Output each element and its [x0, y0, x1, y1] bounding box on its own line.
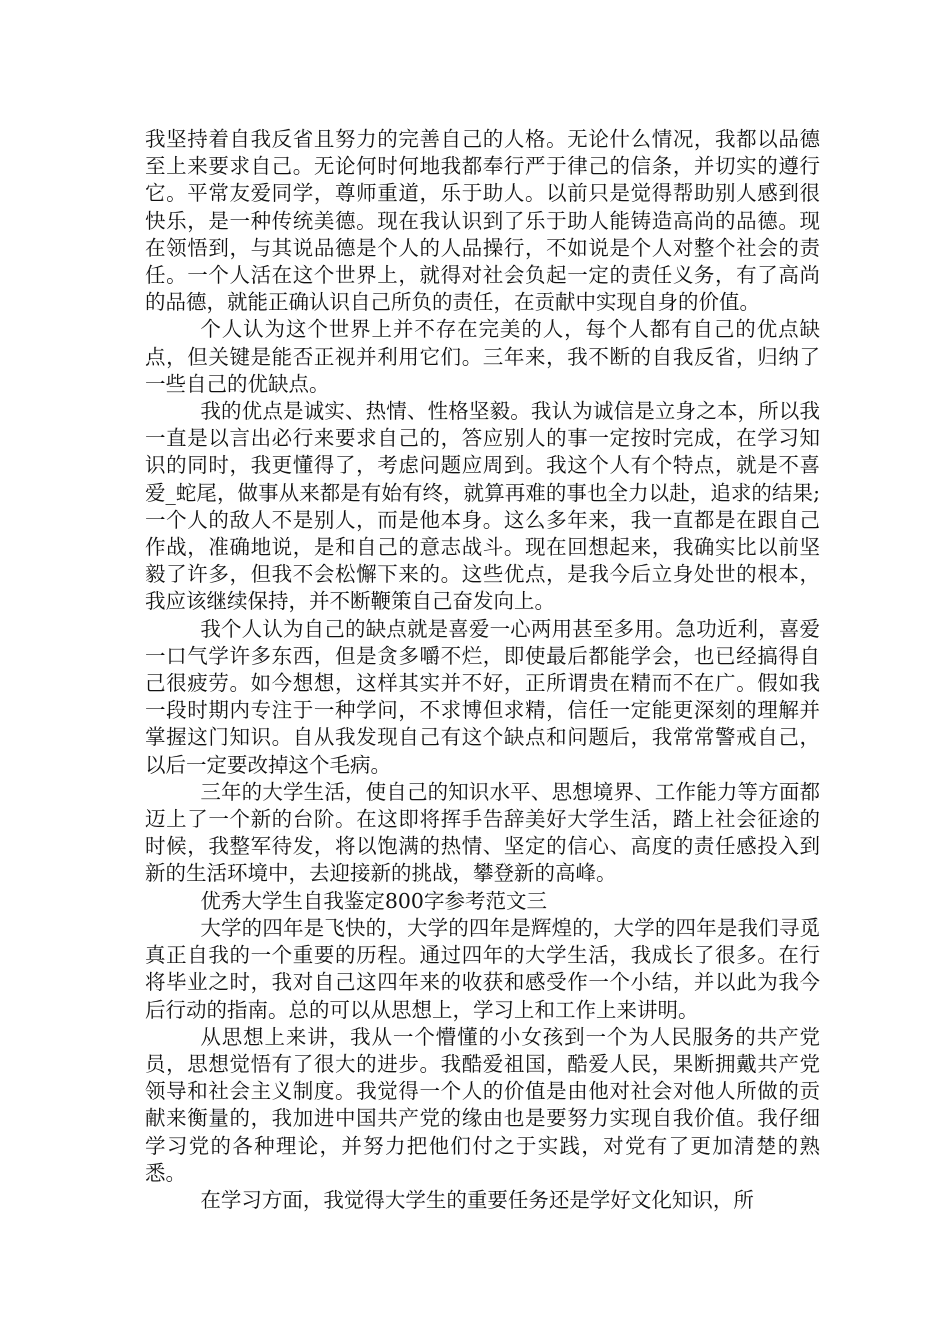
section-heading: 优秀大学生自我鉴定800字参考范文三: [200, 888, 547, 913]
paragraph-study: 在学习方面，我觉得大学生的重要任务还是学好文化知识，所: [200, 1187, 754, 1212]
paragraph-strengths: 我的优点是诚实、热情、性格坚毅。我认为诚信是立身之本，所以我一直是以言出必行来要求自己的，答应别人的事一定按时完成，在学习知识的同时，我更懂得了，考虑问题应周到。我这个人有个特点，就是不喜爱_蛇尾，做事从来都是有始有终，就算再难的事也全力以赴，追求的结果;一个人的敌人不是别人，而是他本身。这么多年来，我一直都是在跟自己作战，准确地说，是和自己的意志战斗。现在回想起来，我确实比以前坚毅了许多，但我不会松懈下来的。这些优点，是我今后立身处世的根本，我应该继续保持，并不断鞭策自己奋发向上。: [145, 399, 820, 614]
paragraph-weaknesses: 我个人认为自己的缺点就是喜爱一心两用甚至多用。急功近利，喜爱一口气学许多东西，但是贪多嚼不烂，即使最后都能学会，也已经搞得自己很疲劳。如今想想，这样其实并不好，正所谓贵在精而不在广。假如我一段时期内专注于一种学问，不求博但求精，信任一定能更深刻的理解并掌握这门知识。自从我发现自己有这个缺点和问题后，我常常警戒自己，以后一定要改掉这个毛病。: [145, 616, 820, 777]
document-page: [145, 126, 820, 1214]
paragraph-self-reflection: 我坚持着自我反省且努力的完善自己的人格。无论什么情况，我都以品德至上来要求自己。无论何时何地我都奉行严于律己的信条，并切实的遵行它。平常友爱同学，尊师重道，乐于助人。以前只是觉得帮助别人感到很快乐，是一种传统美德。现在我认识到了乐于助人能铸造高尚的品德。现在领悟到，与其说品德是个人的人品操行，不如说是个人对整个社会的责任。一个人活在这个世界上，就得对社会负起一定的责任义务，有了高尚的品德，就能正确认识自己所负的责任，在贡献中实现自身的价值。: [145, 127, 820, 315]
paragraph-four-years: 大学的四年是飞快的，大学的四年是辉煌的，大学的四年是我们寻觅真正自我的一个重要的历程。通过四年的大学生活，我成长了很多。在行将毕业之时，我对自己这四年来的收获和感受作一个小结，并以此为我今后行动的指南。总的可以从思想上，学习上和工作上来讲明。: [145, 915, 820, 1022]
paragraph-imperfection: 个人认为这个世界上并不存在完美的人，每个人都有自己的优点缺点，但关键是能否正视并利用它们。三年来，我不断的自我反省，归纳了一些自己的优缺点。: [145, 317, 820, 396]
paragraph-conclusion: 三年的大学生活，使自己的知识水平、思想境界、工作能力等方面都迈上了一个新的台阶。在这即将挥手告辞美好大学生活，踏上社会征途的时候，我整军待发，将以饱满的热情、坚定的信心、高度的责任感投入到新的生活环境中，去迎接新的挑战，攀登新的高峰。: [145, 779, 820, 886]
paragraph-thought: 从思想上来讲，我从一个懵懂的小女孩到一个为人民服务的共产党员，思想觉悟有了很大的进步。我酷爱祖国，酷爱人民，果断拥戴共产党领导和社会主义制度。我觉得一个人的价值是由他对社会对他人所做的贡献来衡量的，我加进中国共产党的缘由也是要努力实现自我价值。我仔细学习党的各种理论，并努力把他们付之于实践，对党有了更加清楚的熟悉。: [145, 1024, 820, 1185]
